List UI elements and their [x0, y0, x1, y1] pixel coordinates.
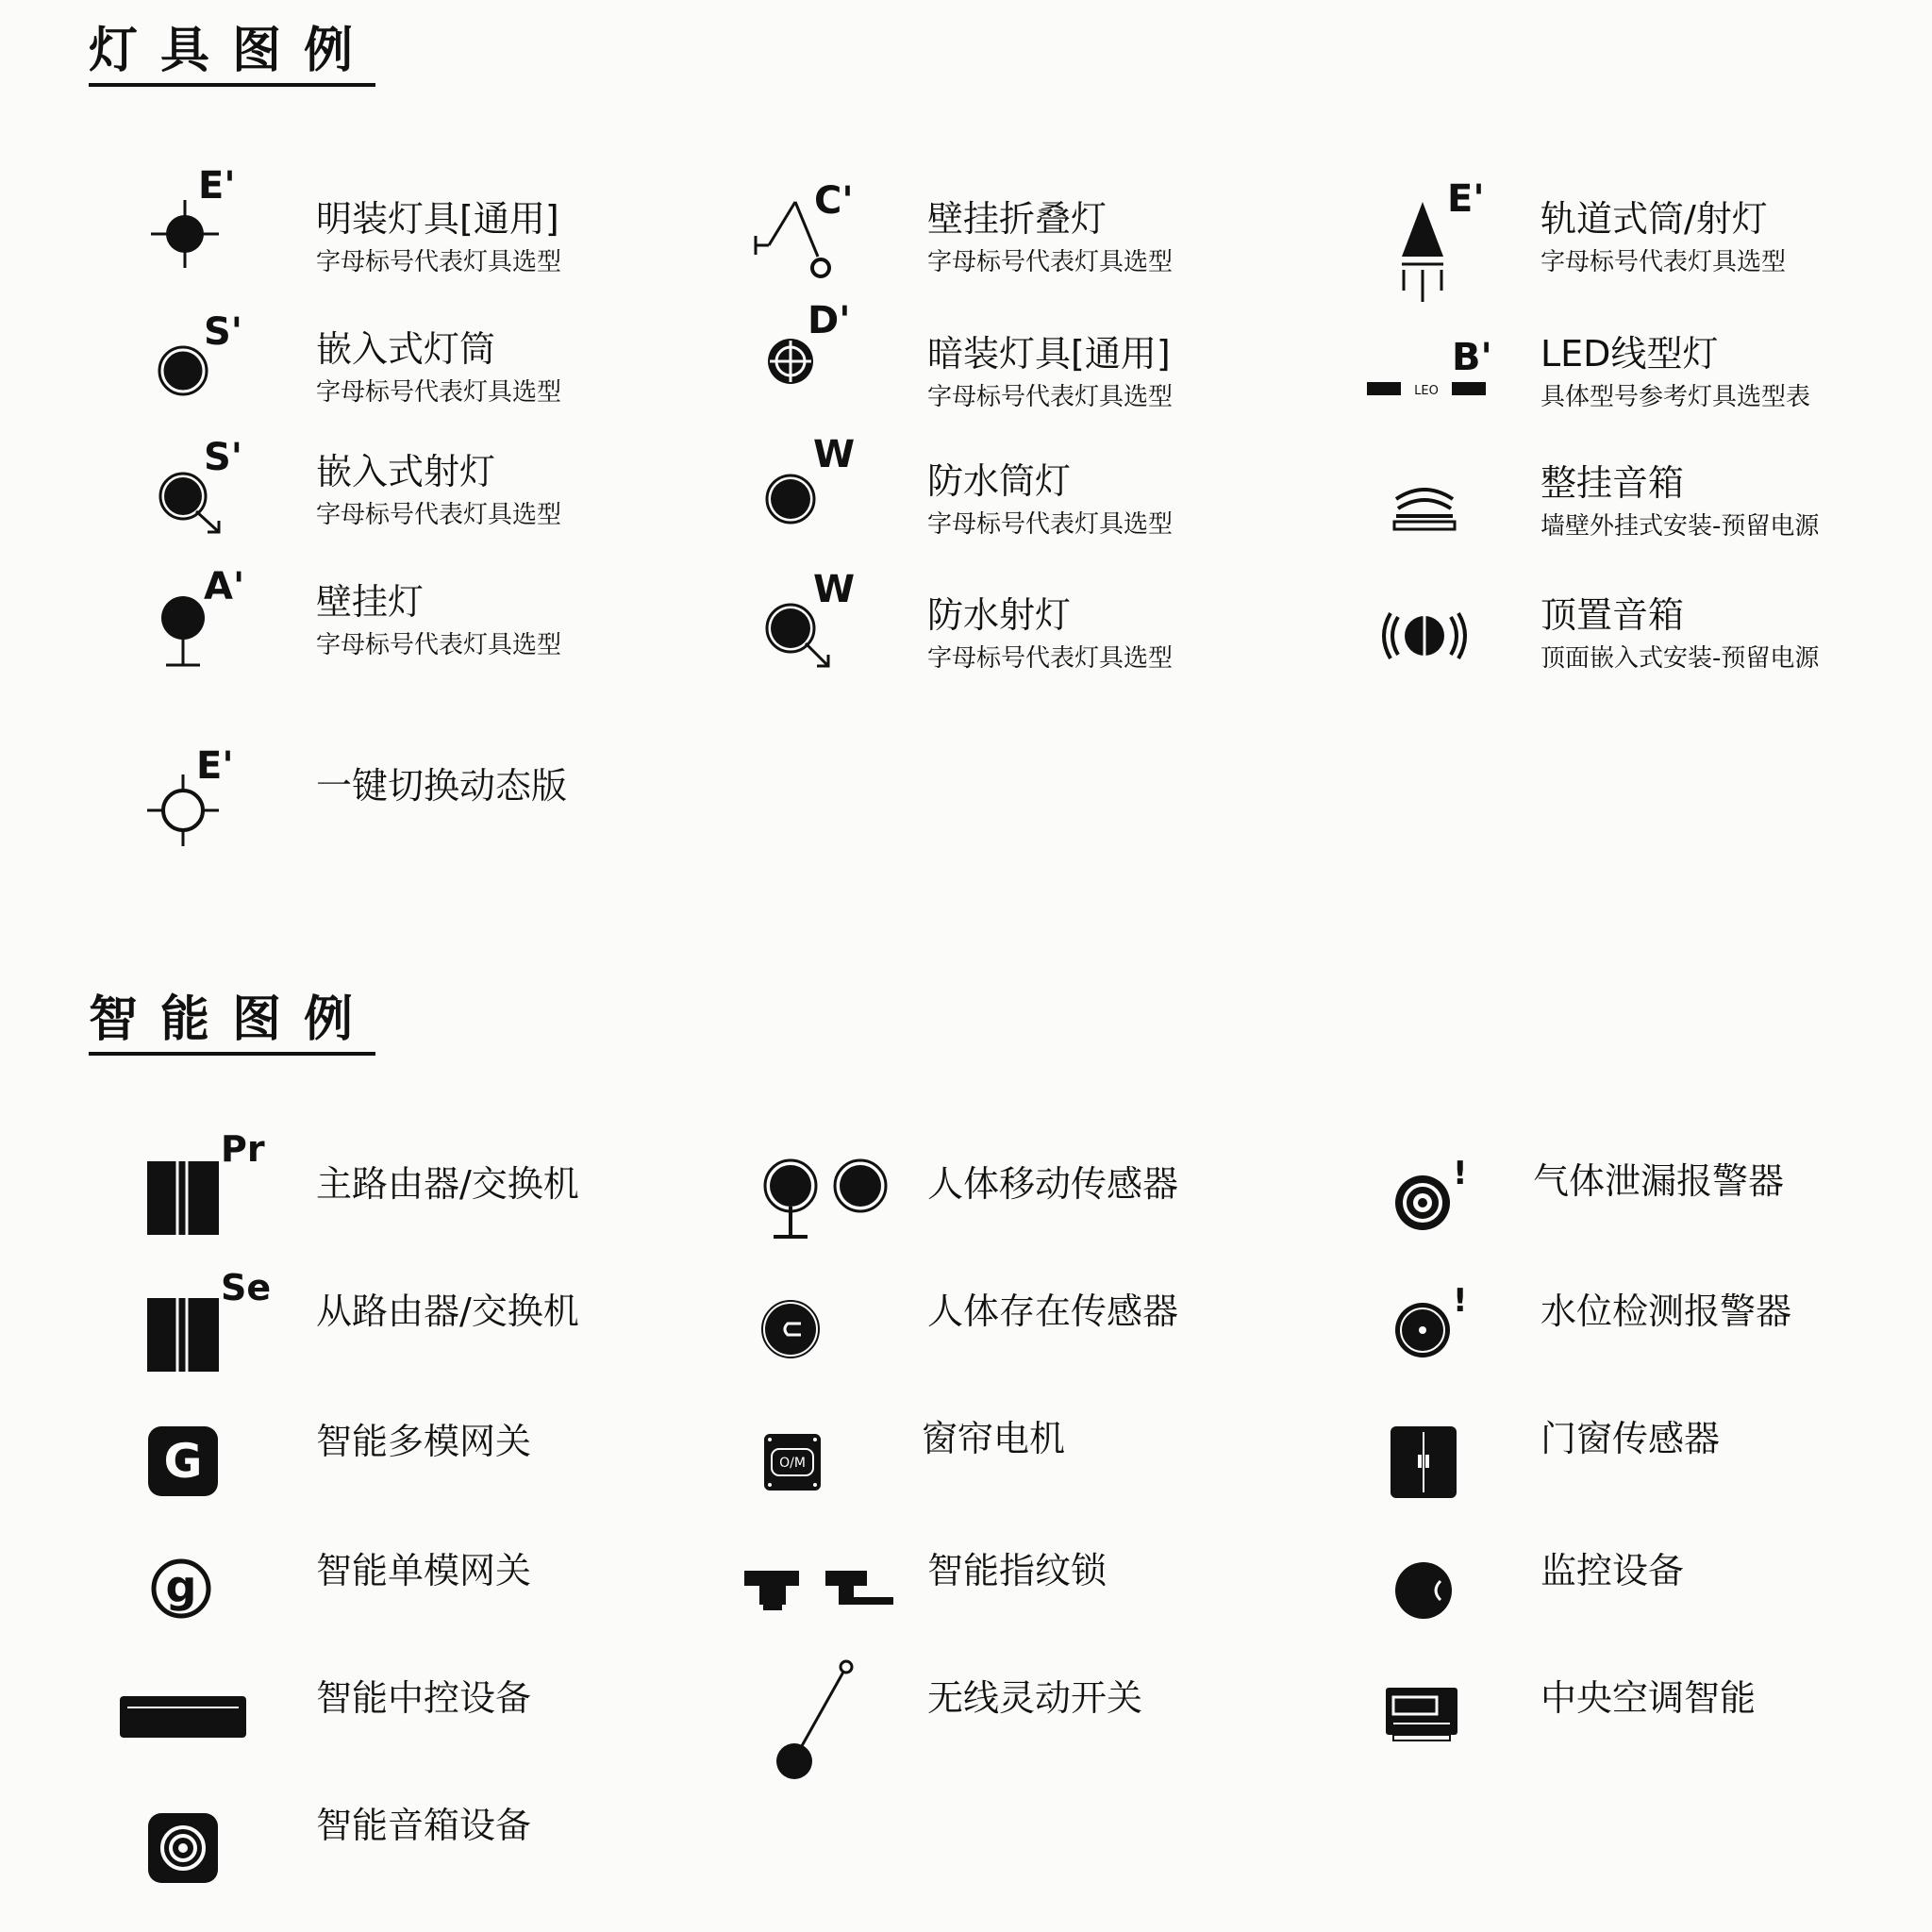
door-sensor-icon — [1387, 1424, 1462, 1500]
door-sensor-name: 门窗传感器 — [1541, 1418, 1721, 1459]
water-alarm-mark: ! — [1453, 1282, 1468, 1320]
gas-alarm-mark: ! — [1453, 1155, 1468, 1192]
led-linear-light-name: LED线型灯 — [1541, 333, 1719, 375]
recessed-spotlight-icon — [142, 434, 255, 538]
track-light-name: 轨道式筒/射灯 — [1541, 198, 1768, 240]
led-linear-light-desc: 具体型号参考灯具选型表 — [1541, 382, 1811, 411]
led-linear-light-inner-text: LEO — [1414, 384, 1439, 398]
waterproof-downlight-name: 防水筒灯 — [927, 460, 1072, 502]
ac-control-icon — [1384, 1684, 1469, 1750]
smart-legend-title: 智能图例 — [89, 995, 375, 1056]
surface-light-name: 明装灯具[通用] — [316, 198, 559, 240]
surface-light-desc: 字母标号代表灯具选型 — [316, 247, 562, 276]
sub-router-icon — [142, 1264, 274, 1377]
single-gateway-icon — [149, 1555, 221, 1626]
recessed-spotlight-name: 嵌入式射灯 — [316, 451, 496, 492]
wall-light-code: A' — [204, 565, 245, 608]
main-router-name: 主路由器/交换机 — [316, 1163, 579, 1205]
ac-control-name: 中央空调智能 — [1541, 1677, 1757, 1719]
camera-icon — [1391, 1557, 1467, 1632]
ceiling-speaker-icon — [1377, 604, 1481, 670]
central-control-icon — [118, 1689, 250, 1745]
track-light-desc: 字母标号代表灯具选型 — [1541, 247, 1787, 276]
concealed-light-name: 暗装灯具[通用] — [927, 333, 1171, 375]
wireless-switch-name: 无线灵动开关 — [927, 1677, 1143, 1719]
dynamic-switch-name: 一键切换动态版 — [316, 765, 568, 807]
lighting-legend-title: 灯具图例 — [89, 26, 375, 87]
ceiling-speaker-name: 顶置音箱 — [1541, 594, 1685, 636]
curtain-motor-icon — [762, 1432, 824, 1494]
presence-sensor-icon — [759, 1297, 835, 1373]
dynamic-switch-icon — [142, 744, 255, 863]
smart-speaker-name: 智能音箱设备 — [316, 1805, 532, 1846]
surface-light-code: E' — [198, 164, 236, 208]
waterproof-spotlight-code: W — [813, 568, 856, 611]
led-linear-light-code: B' — [1452, 336, 1492, 379]
waterproof-spotlight-name: 防水射灯 — [927, 594, 1072, 636]
recessed-downlight-desc: 字母标号代表灯具选型 — [316, 377, 562, 407]
track-light-code: E' — [1447, 177, 1485, 221]
presence-sensor-name: 人体存在传感器 — [927, 1291, 1179, 1332]
wall-speaker-name: 整挂音箱 — [1541, 462, 1685, 504]
wall-light-name: 壁挂灯 — [316, 581, 425, 623]
wall-folding-light-desc: 字母标号代表灯具选型 — [927, 247, 1174, 276]
single-gateway-letter: g — [165, 1561, 197, 1612]
wall-folding-light-name: 壁挂折叠灯 — [927, 198, 1108, 240]
wall-folding-light-code: C' — [814, 179, 854, 223]
wall-folding-light-icon — [750, 177, 873, 291]
recessed-downlight-code: S' — [204, 310, 243, 354]
recessed-downlight-icon — [142, 307, 255, 401]
waterproof-downlight-code: W — [813, 433, 856, 476]
motion-sensor-icon — [755, 1156, 896, 1259]
track-light-icon — [1387, 179, 1509, 302]
water-alarm-name: 水位检测报警器 — [1541, 1291, 1792, 1332]
wall-speaker-desc: 墙壁外挂式安装-预留电源 — [1541, 511, 1820, 541]
waterproof-spotlight-desc: 字母标号代表灯具选型 — [927, 643, 1174, 673]
concealed-light-code: D' — [808, 299, 851, 342]
waterproof-downlight-icon — [755, 433, 868, 542]
central-control-name: 智能中控设备 — [316, 1677, 532, 1719]
curtain-motor-inner-text: O/M — [779, 1456, 806, 1471]
camera-name: 监控设备 — [1541, 1550, 1685, 1591]
smart-speaker-icon — [146, 1811, 222, 1887]
dynamic-switch-code: E' — [196, 744, 234, 788]
fingerprint-lock-icon — [741, 1561, 901, 1618]
main-router-code: Pr — [221, 1128, 265, 1170]
multi-gateway-letter: G — [163, 1434, 203, 1489]
recessed-downlight-name: 嵌入式灯筒 — [316, 328, 496, 370]
curtain-motor-name: 窗帘电机 — [922, 1418, 1066, 1459]
wall-light-icon — [142, 561, 255, 675]
led-linear-light-icon — [1363, 330, 1505, 406]
gas-alarm-name: 气体泄漏报警器 — [1533, 1160, 1785, 1202]
wall-light-desc: 字母标号代表灯具选型 — [316, 630, 562, 659]
concealed-light-desc: 字母标号代表灯具选型 — [927, 382, 1174, 411]
wall-speaker-icon — [1387, 467, 1481, 533]
waterproof-downlight-desc: 字母标号代表灯具选型 — [927, 509, 1174, 539]
recessed-spotlight-code: S' — [204, 436, 243, 479]
concealed-light-icon — [755, 297, 868, 401]
single-gateway-name: 智能单模网关 — [316, 1550, 532, 1591]
multi-gateway-icon — [146, 1424, 222, 1500]
motion-sensor-name: 人体移动传感器 — [927, 1163, 1179, 1205]
water-alarm-icon — [1387, 1283, 1481, 1377]
multi-gateway-name: 智能多模网关 — [316, 1421, 532, 1462]
sub-router-code: Se — [221, 1267, 272, 1308]
recessed-spotlight-desc: 字母标号代表灯具选型 — [316, 500, 562, 529]
main-router-icon — [142, 1127, 274, 1241]
fingerprint-lock-name: 智能指纹锁 — [927, 1550, 1108, 1591]
gas-alarm-icon — [1387, 1156, 1481, 1250]
sub-router-name: 从路由器/交换机 — [316, 1291, 579, 1332]
surface-light-icon — [142, 164, 255, 283]
ceiling-speaker-desc: 顶面嵌入式安装-预留电源 — [1541, 643, 1820, 673]
wireless-switch-icon — [769, 1656, 863, 1788]
waterproof-spotlight-icon — [755, 566, 868, 679]
